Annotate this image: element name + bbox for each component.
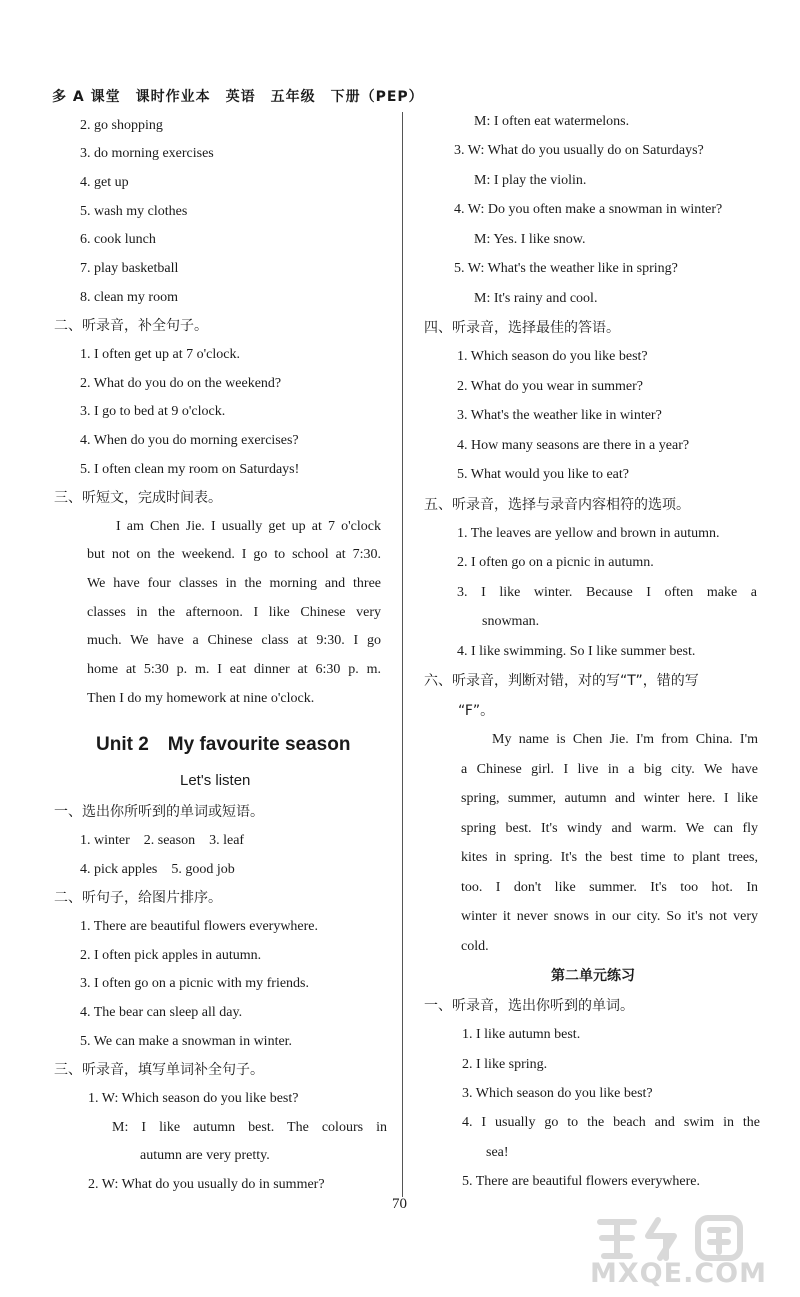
list-item: snowman. (482, 614, 540, 629)
dialogue-line: 2. W: What do you usually do in summer? (88, 1177, 325, 1192)
passage-line: too. I don't like summer. It's too hot. In (461, 880, 758, 895)
list-item: 2. go shopping (80, 118, 163, 133)
list-item: 4. When do you do morning exercises? (80, 433, 299, 448)
section-heading: 一、选出你所听到的单词或短语。 (54, 804, 264, 820)
list-item: 3. I often go on a picnic with my friends. (80, 976, 310, 991)
passage-line: cold. (461, 939, 489, 954)
dialogue-line: M: I often eat watermelons. (474, 114, 630, 129)
passage-line: spring, summer, autumn and winter here. I like (461, 791, 758, 806)
list-item: 2. What do you wear in summer? (457, 379, 643, 394)
list-item: 3. What's the weather like in winter? (457, 408, 662, 423)
dialogue-line: M: Yes. I like snow. (474, 232, 586, 247)
passage-line: winter it never snows in our city. So it's not very (461, 909, 758, 924)
unit-title: Unit 2 My favourite season (96, 734, 351, 755)
dialogue-line: 1. W: Which season do you like best? (88, 1091, 299, 1106)
section-heading: 四、听录音，选择最佳的答语。 (424, 320, 620, 336)
dialogue-line: 4. W: Do you often make a snowman in winter? (454, 202, 723, 217)
list-item: 7. play basketball (80, 261, 179, 276)
section-heading-cont: “F”。 (458, 703, 495, 719)
passage-line: classes in the afternoon. I like Chinese very (87, 605, 381, 620)
list-item: 2. I often pick apples in autumn. (80, 948, 262, 963)
list-item: 4. I usually go to the beach and swim in the (462, 1115, 760, 1130)
list-item: 4. get up (80, 175, 129, 190)
list-item: 3. do morning exercises (80, 146, 214, 161)
list-item: 5. What would you like to eat? (457, 467, 629, 482)
passage-line: Then I do my homework at nine o'clock. (87, 691, 315, 706)
list-item: 2. I like spring. (462, 1057, 548, 1072)
section-heading: 六、听录音，判断对错，对的写“T”，错的写 (424, 673, 699, 689)
passage-line: We have four classes in the morning and three (87, 576, 381, 591)
list-item: 1. There are beautiful flowers everywhere. (80, 919, 319, 934)
dialogue-line: 3. W: What do you usually do on Saturdays? (454, 143, 704, 158)
list-item: 5. I often clean my room on Saturdays! (80, 462, 300, 477)
review-title: 第二单元练习 (551, 968, 635, 984)
list-item: 3. Which season do you like best? (462, 1086, 653, 1101)
watermark-text: MXQE.COM (590, 1258, 767, 1289)
passage-line: much. We have a Chinese class at 9:30. I go (87, 633, 381, 648)
column-divider (402, 112, 403, 1197)
passage-line: My name is Chen Jie. I'm from China. I'm (492, 732, 758, 747)
section-heading: 三、听录音，填写单词补全句子。 (54, 1062, 264, 1078)
list-item: 4. How many seasons are there in a year? (457, 438, 690, 453)
list-item: 1. Which season do you like best? (457, 349, 648, 364)
list-item: 5. We can make a snowman in winter. (80, 1034, 293, 1049)
dialogue-line: M: I like autumn best. The colours in (112, 1120, 387, 1135)
passage-line: a Chinese girl. I live in a big city. We have (461, 762, 758, 777)
list-item: 4. The bear can sleep all day. (80, 1005, 243, 1020)
dialogue-line: autumn are very pretty. (140, 1148, 270, 1163)
list-item: 5. wash my clothes (80, 204, 188, 219)
dialogue-line: M: It's rainy and cool. (474, 291, 598, 306)
list-item: 6. cook lunch (80, 232, 156, 247)
list-item: 8. clean my room (80, 290, 178, 305)
lets-listen-title: Let's listen (180, 772, 251, 789)
passage-line: I am Chen Jie. I usually get up at 7 o'clock (116, 519, 381, 534)
list-item: 1. winter 2. season 3. leaf (80, 833, 245, 848)
passage-line: kites in spring. It's the best time to plant trees, (461, 850, 758, 865)
list-item: 3. I like winter. Because I often make a (457, 585, 757, 600)
list-item: 4. pick apples 5. good job (80, 862, 235, 877)
section-heading: 二、听句子，给图片排序。 (54, 890, 222, 906)
list-item: 1. I often get up at 7 o'clock. (80, 347, 240, 362)
section-heading: 五、听录音，选择与录音内容相符的选项。 (424, 497, 690, 513)
section-heading: 一、听录音，选出你听到的单词。 (424, 998, 634, 1014)
list-item: 2. What do you do on the weekend? (80, 376, 282, 391)
section-heading: 三、听短文，完成时间表。 (54, 490, 222, 506)
watermark (520, 1208, 790, 1290)
running-header: 多 A 课堂 课时作业本 英语 五年级 下册（PEP） (52, 89, 424, 105)
passage-line: spring best. It's windy and warm. We can fly (461, 821, 758, 836)
list-item: 1. The leaves are yellow and brown in autumn. (457, 526, 720, 541)
list-item: 5. There are beautiful flowers everywhere. (462, 1174, 701, 1189)
list-item: 1. I like autumn best. (462, 1027, 581, 1042)
dialogue-line: 5. W: What's the weather like in spring? (454, 261, 678, 276)
list-item: 3. I go to bed at 9 o'clock. (80, 404, 226, 419)
section-heading: 二、听录音，补全句子。 (54, 318, 208, 334)
passage-line: home at 5:30 p. m. I eat dinner at 6:30 p. m. (87, 662, 381, 677)
dialogue-line: M: I play the violin. (474, 173, 587, 188)
passage-line: but not on the weekend. I go to school at 7:30. (87, 547, 381, 562)
list-item: 2. I often go on a picnic in autumn. (457, 555, 654, 570)
list-item: sea! (486, 1145, 509, 1160)
page-number: 70 (392, 1196, 407, 1212)
list-item: 4. I like swimming. So I like summer best. (457, 644, 696, 659)
